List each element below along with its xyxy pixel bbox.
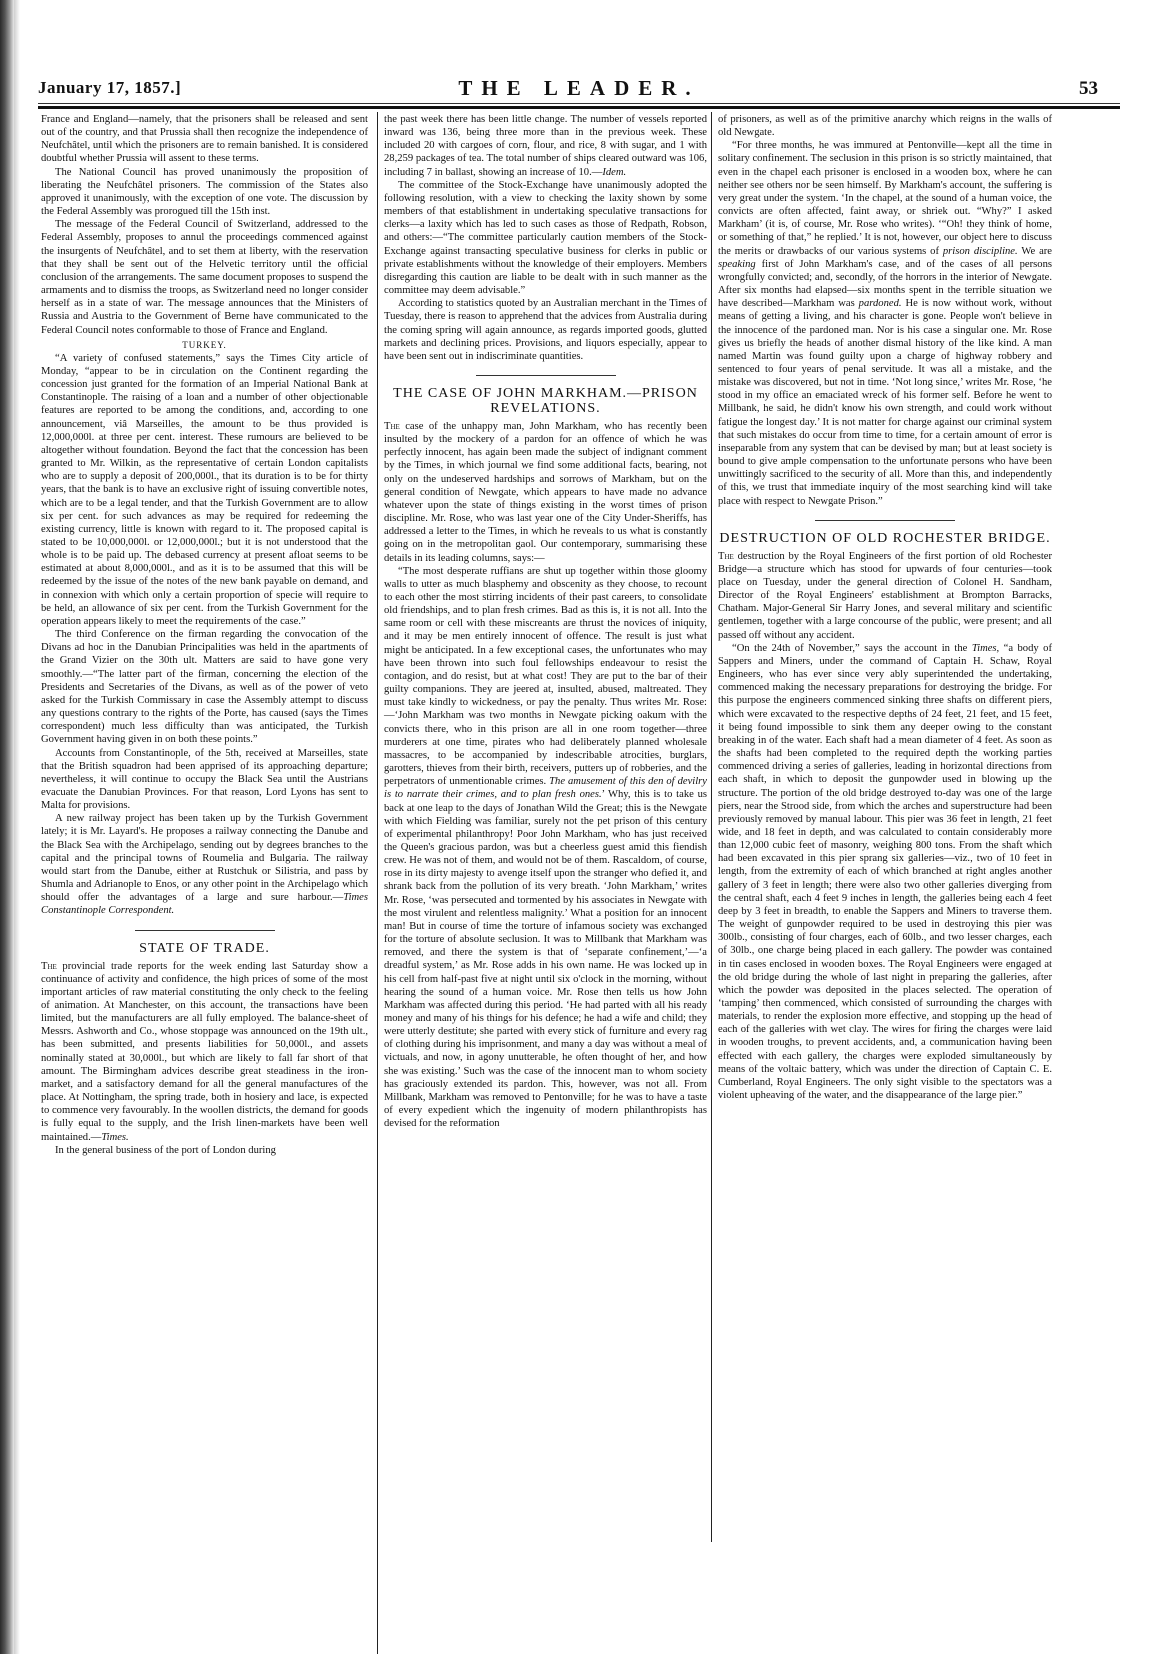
masthead (38, 78, 1120, 102)
paragraph: In the general business of the port of London during (55, 1144, 276, 1156)
italic-text: pardoned. (858, 298, 902, 310)
paragraph-text: the past week there has been little change. The number of vessels reported inward was 136, being three more than in the previous week. These included 20 with cargoes of corn, flour, and rice, 8 with sugar, and 1 with 28,259 packages of tea. The total number of ships cleared outward was 106, including 7 in ballast, showing an increase of 10.— (384, 114, 707, 178)
paragraph-text: “For three months, he was immured at Pentonville—kept all the time in solitary confinement. The seclusion in this prison is so strictly maintained, that even in the chapel each prisoner is enclosed in a wooden box, where he can neither see others nor be seen himself. By Markham's account, the suffering is very great under the system. ‘In the chapel, at the sound of a human voice, the convicts are often affected, faint away, or shriek out. “Why?” I asked Markham’ (it is, of course, Mr. Rose who writes). ‘“Oh! they think of home, or something of that,” he replied.’ It is not, however, our object here to discuss the merits or drawbacks of our various systems of (718, 140, 1052, 257)
section-heading-state-of-trade: STATE OF TRADE. (139, 940, 270, 956)
paragraph (718, 550, 1052, 642)
paragraph: of prisoners, as well as of the primitive anarchy which reigns in the walls of old Newgate. (718, 114, 1052, 139)
paragraph-text: “The most desperate ruffians are shut up together within those gloomy walls to utter as much blasphemy and obscenity as they choose, to recount to each other the most stirring incidents of their past careers, to consolidate old friendships, and to plan fresh crimes. Bad as this is, it is not all. Into the same room or cell with these miscreants are thrust the novices of iniquity, and it may be men entirely innocent of offence. The result is just what might be anticipated. In a few exceptional cases, the unfortunates who may have been thrown into such foul fellowships endeavour to resist the contagion, and do resist, but at what cost! They are put to the bar of their guilty companions. They are jeered at, insulted, abused, maltreated. They must take kindly to wickedness, or pay the penalty. Thus writes Mr. Rose:—‘John Markham was two months in Newgate picking oakum with the convicts there, who in this prison are all in one room together—three murderers at one time, pirates who had deliberately planned wholesale massacres, to be accompanied by indescribable atrocities, burglars, garotters, thieves from their birth, receivers, putters up of robberies, and the perpetrators of unmentionable crimes. (384, 565, 707, 788)
subheading-turkey: TURKEY. (182, 339, 227, 350)
paragraph: According to statistics quoted by an Australian merchant in the Times of Tuesday, there is reason to apprehend that the advices from Australia during the coming spring will again announce, as regards imported goods, glutted markets and declining prices. Provisions, and liquors especially, appear to have been sent out in indiscriminate quantities. (384, 298, 707, 362)
column-divider-1 (377, 112, 378, 1654)
source-attribution: Times. (101, 1131, 129, 1143)
masthead-rule-thin (38, 103, 1120, 104)
paragraph-text: We are (1017, 245, 1053, 257)
paragraph: Accounts from Constantinople, of the 5th, received at Marseilles, state that the British squadron had been apprised of its approaching departure; nevertheless, it will continue to occupy the Black Sea until the Austrians evacuate the Danubian Provinces. For that reason, Lord Lyons has sent to Malta for provisions. (41, 747, 368, 812)
newspaper-title: THE LEADER. (458, 76, 700, 100)
scan-edge-highlight (14, 0, 20, 1654)
paragraph: The National Council has proved unanimously the proposition of liberating the Neufchâtel prisoners. The commission of the States also approved it unanimously, with the exception of one vote. The discussion by the Federal Assembly was prorogued till the 15th inst. (41, 166, 368, 218)
paragraph: The message of the Federal Council of Switzerland, addressed to the Federal Assembly, proposes to annul the proceedings commenced against the insurgents of Neufchâtel, and to set them at liberty, with the reservation that they shall be sent out of the Helvetic territory until the official conclusion of the arrangements. The same document proposes to suspend the armaments and to dismiss the troops, as Switzerland need no longer consider herself as in a state of war. The message announces that the Ministers of Russia and Austria to the Government of Berne have communicated to the Federal Council notes conformable to those of France and England. (41, 219, 368, 336)
paragraph: The third Conference on the firman regarding the convocation of the Divans ad hoc in the Danubian Principalities was held in the apartments of the Grand Vizier on the 30th ult. Matters are said to have gone very smoothly.—“The latter part of the firman, concerning the election of the Presidents and Secretaries of the Divans, as well as of the power of veto asked for the Turkish Commissary in case the Assembly attempt to discuss any questions contrary to the rights of the Porte, has caused (says the Times correspondent) much less difficulty than was anticipated, the Turkish Government having given in on both these points.” (41, 629, 368, 746)
paragraph: The committee of the Stock-Exchange have unanimously adopted the following resolution, with a view to checking the laxity shown by some members of that establishment in undertaking speculative transactions for clerks—a laxity which has led to such cases as those of Redpath, Robson, and others:—“The committee particularly caution members of the Stock-Exchange against transacting speculative business for clerks in public or private establishments without the knowledge of their employers. Members disregarding this caution are liable to be dealt with in such manner as the committee may deem advisable.” (384, 179, 707, 297)
masthead-rule-thick (38, 106, 1120, 109)
italic-text: prison discipline. (942, 245, 1018, 257)
paragraph-text: case of the unhappy man, John Markham, who has recently been insulted by the mockery of a pardon for an offence of which he was perfectly innocent, has again been made the subject of indignant comment by the Times, in which journal we find some additional facts, bearing, not only on the undeserved hardships and sorrows of Markham, but on the general condition of Newgate, which appears to have made no advance whatever upon the state of things existing in the worst times of prison discipline. Mr. Rose, who was last year one of the City Under-Sheriffs, has addressed a letter to the Times, in which he reveals to us what is constantly going on in the metropolitan gaol. Our contemporary, summarising these details in its leading columns, says:— (384, 420, 707, 564)
paragraph: “A variety of confused statements,” says the Times City article of Monday, “appear to be in circulation on the Continent regarding the concession just granted for the formation of an Imperial National Bank at Constantinople. The raising of a loan and a number of other objectionable features are reported to be among the conditions, and, according to one announcement, viâ Marseilles, the amount to be thus provided is 12,000,000l. at three per cent. interest. These rumours are believed to be altogether without foundation. Beyond the fact that the concession has been granted to Mr. Wilkin, as the representative of certain London capitalists who are to supply a deposit of 200,000l., that its duration is to be for thirty years, that the bank is to have an exclusive right of issuing convertible notes, which are to be a legal tender, and that the Turkish Government are to allow six per cent. for such advances as may be required for redeeming the existing currency, little is known with regard to it. The proposed capital is stated to be 10,000,000l. or 12,000,000l.; but it is not understood that the whole is to be paid up. The debased currency at present afloat seems to be estimated at about 8,000,000l., and as it is to be assumed that this will be redeemed by the issue of the notes of the new bank payable on demand, and in connexion with which only a certain proportion of specie will require to be held, an allowance of six per cent. from the Turkish Government for the operation appears likely to meet the requirements of the case.” (41, 352, 368, 627)
paragraph-text: “On the 24th of November,” says the account in the (732, 642, 972, 654)
italic-text: Times, (971, 642, 1000, 654)
issue-date: January 17, 1857.] (38, 78, 182, 97)
paragraph-text: provincial trade reports for the week ending last Saturday show a continuance of activity and confidence, the high prices of some of the most important articles of raw material constituting the only check to the feeling of animation. At Manchester, on this account, the transactions have been limited, but the manufacturers are all fully employed. The balance-sheet of Messrs. Ashworth and Co., whose stoppage was announced on the 19th ult., has been submitted, and presents liabilities for 50,000l., and assets nominally stated at 30,000l., but which are likely to fall far short of that amount. The Birmingham advices describe great steadiness in the iron-market, and a satisfactory demand for all the general manufactures of the place. At Nottingham, the spring trade, both in hosiery and lace, is expected to commence very favourably. In the woollen districts, the demand for goods is fully equal to the supply, and the Irish linen-markets have been well maintained.— (41, 960, 368, 1143)
column-divider-2 (711, 112, 712, 1542)
scan-edge-shadow (0, 0, 14, 1654)
paragraph (41, 960, 368, 1144)
page-number: 53 (1079, 78, 1098, 99)
paragraph-text: destruction by the Royal Engineers of the first portion of old Rochester Bridge—a structure which has stood for upwards of four centuries—took place on Tuesday, under the general direction of Colonel H. Sandham, Director of the Royal Engineers' establishment at Brompton Barracks, Chatham. Major-General Sir Harry Jones, and several military and scientific gentlemen, together with a large concourse of the public, were present; and all passed off without any accident. (718, 550, 1052, 641)
column-1 (41, 113, 368, 1157)
lead-word: The (41, 960, 57, 972)
paragraph (384, 113, 707, 179)
section-divider (135, 930, 275, 931)
quoted-paragraph (718, 139, 1052, 507)
source-attribution: Idem. (602, 166, 627, 178)
quoted-paragraph (384, 565, 707, 1131)
paragraph (41, 812, 368, 917)
paragraph (384, 420, 707, 565)
source-attribution: Times Constantinople Correspondent. (41, 892, 368, 917)
paragraph-text: A new railway project has been taken up by the Turkish Government lately; it is Mr. Layard's. He proposes a railway connecting the Danube and the Black Sea with the Archipelago, sending out by degrees branches to the capital and the principal towns of Roumelia and Bulgaria. The railway would start from the Danube, either at Rustchuk or Silistria, and pass by Shumla and Adrianople to Enos, or any other point in the Archipelago which should offer the advantages of a large and sure harbour.— (41, 813, 368, 904)
paragraph-text: “a body of Sappers and Miners, under the command of Captain H. Schaw, Royal Engineers, who has ever since very ably superintended the undertaking, commenced making the necessary preparations for destroying the bridge. For this purpose the engineers commenced sinking three shafts on different piers, which were excavated to the respective depths of 24 feet, 21 feet, and 15 feet, it being found impossible to sink them any deeper owing to the constant breaking in of the water. Each shaft had a mean diameter of 4 feet. As soon as the shafts had been completed to the required depth the working parties commenced driving a series of galleries, leading in horizontal directions from each shaft, in which to deposit the gunpowder used in blowing up the structure. The portion of the old bridge destroyed to-day was one of the large piers, near the Strood side, from which the arches and superstructure had been previously removed by manual labour. This pier was 36 feet in length, 21 feet wide, and 18 feet in depth, and was calculated to contain considerably more than 12,000 cubic feet of masonry, weighing 800 tons. From the shaft which had been excavated in this pier sprang six galleries—viz., two of 10 feet in length, from the extremity of each of which branched at right angles another gallery of 3 feet in length; there were also two other galleries diverging from the central shaft, each 4 feet 9 inches in length, the galleries being each 4 feet deep by 3 feet in breadth, to enable the Sappers and Miners to traverse them. The weight of gunpowder required to be used in destroying this pier was 300lb., consisting of four charges, each of 60lb., and two lesser charges, each of 30lb., one charge being placed in each gallery. The powder was contained in tin cases enclosed in wooden boxes. The Royal Engineers were engaged at the old bridge during the whole of last night in preparing the galleries, after which the powder was deposited in the places selected. The operation of ‘tamping’ then commenced, which consisted of surrounding the charges with materials, to render the explosion more effective, and stopping up the head of each of the galleries with wet clay. The wires for firing the charges were laid in wooden troughs, to prevent accidents, and, a communication having been effected with each gallery, the charges were exploded simultaneously by means of the voltaic battery, which was under the direction of Captain C. E. Cumberland, Royal Engineers. The only sight visible to the spectators was a violent upheaving of the water, and the disappearance of the large pier.” (718, 642, 1052, 1102)
section-heading-john-markham: THE CASE OF JOHN MARKHAM.—PRISON REVELATIONS. (393, 385, 698, 416)
lead-word: The (718, 550, 734, 562)
italic-text: The amusement of this den of devilry is to narrate their crimes, and to plan fresh ones. (384, 776, 707, 801)
column-2 (384, 113, 707, 1130)
section-heading-rochester-bridge: DESTRUCTION OF OLD ROCHESTER BRIDGE. (719, 530, 1051, 546)
paragraph: France and England—namely, that the prisoners shall be released and sent out of the country, and that Prussia shall then recognize the independence of Neufchâtel, until which the prisoners are to remain banished. It is considered doubtful whether Prussia will assent to these terms. (41, 114, 368, 165)
lead-word: The (384, 420, 400, 432)
italic-text: speaking (718, 258, 756, 270)
section-divider (476, 375, 616, 376)
column-3 (718, 113, 1052, 1102)
paragraph-text: first of John Markham's case, and of the cases of all persons wrongfully convicted; and, secondly, of the horrors in the interior of Newgate. After six months had elapsed—six months spent in the terrible situation we have described—Markham was (718, 258, 1052, 310)
paragraph-text: ’ Why, this is to take us back at one leap to the days of Jonathan Wild the Great; this is the Newgate with which Fielding was familiar, surely not the pet prison of this century of experimental philanthropy! Poor John Markham, who has just received the Queen's gracious pardon, was but a cheerless guest amid this fiendish crew. He was not of them, and would not be of them. Rascaldom, of course, rose in its dirty majesty to avenge itself upon the stranger who defied it, and shrank back from the pollution of its very breath. ‘John Markham,’ writes Mr. Rose, ‘was persecuted and tormented by his associates in Newgate with the most virulent and relentless malignity.’ What a position for an innocent man! But in course of time the torture of infamous society was exchanged for the torture of absolute seclusion. It was to Millbank that Markham was removed, and there the system is that of ‘separate confinement,’—‘a dreadful system,’ as Mr. Rose adds in his own name. He was locked up in his cell from half-past five at night until six o'clock in the morning, without hearing the sound of a human voice. Mr. Rose then tells us how John Markham was affected during this period. ‘He had parted with all his ready money and many of his things for his defence; he had a wife and child; they were utterly destitute; she parted with every stick of furniture and every rag of clothing during his imprisonment, and many a day was without a meal of victuals, and now, in agony unutterable, he often thought of her, and how she was existing.’ Such was the case of the innocent man to whom society has graciously extended its pardon. This, however, was not all. From Millbank, Markham was removed to Pentonville; for he was to have a taste of every expedient which the ingenuity of modern philanthropists has devised for the reformation (384, 789, 707, 1130)
quoted-paragraph (718, 642, 1052, 1102)
section-divider (815, 520, 955, 521)
paragraph-text: He is now without work, without means of getting a living, and his character is gone. People won't believe in the innocence of the pardoned man. Nor is his case a singular one. Mr. Rose gives us briefly the heads of another dismal history of the like kind. A man named Martin was found guilty upon a charge of highway robbery and sentenced to four years of penal servitude. It was all a mistake, and the mistake was discovered, but not in time. ‘Not long since,’ writes Mr. Rose, ‘he stood in my office an emaciated wreck of his former self. Before he went to Millbank, he said, he didn't know his own strength, and could work without fatigue the longest day.’ It is not matter for charge against our criminal system that such mistakes do occur from time to time, for a certain amount of error is inseparable from any system that can be devised by man; but at least society is bound to give ample compensation to the unfortunate persons who have been unwittingly sacrificed to the security of all. More than this, and independently of this, we trust that immediate inquiry of the most searching kind will take place with respect to Newgate Prison.” (718, 298, 1053, 507)
